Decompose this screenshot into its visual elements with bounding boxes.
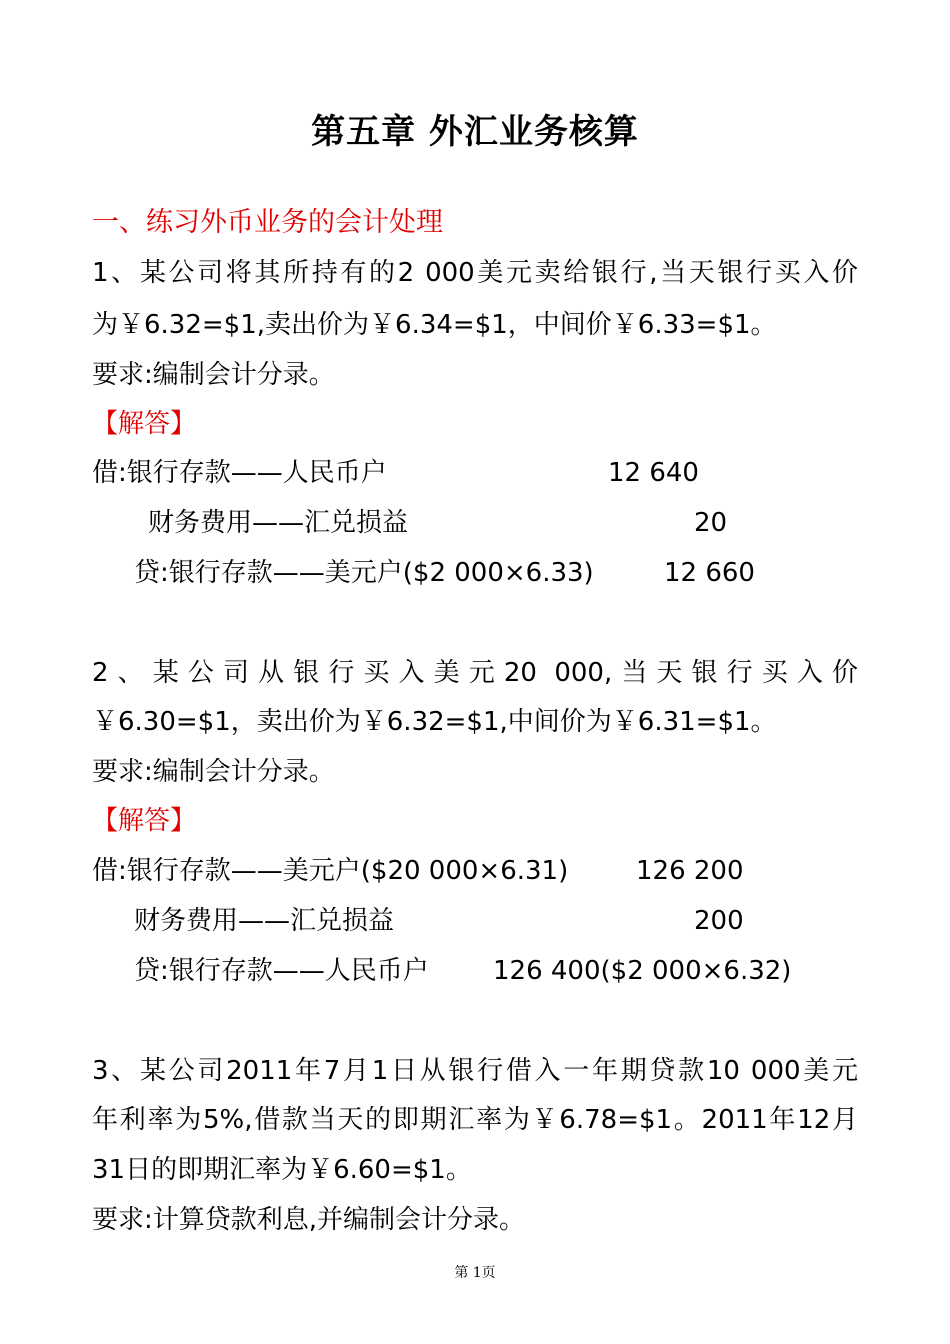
q1-requirement: 要求:编制会计分录。 — [92, 360, 335, 390]
q1-entry-debit2-amount: 20 — [694, 508, 728, 538]
q2-entry-debit-amount: 126 200 — [636, 856, 744, 886]
q2-entry-credit-amount: 126 400($2 000×6.32) — [493, 956, 792, 986]
q1-entry-debit-label: 借:银行存款——人民币户 — [92, 458, 387, 488]
q3-requirement: 要求:计算贷款利息,并编制会计分录。 — [92, 1205, 526, 1235]
q2-text-line2: ￥6.30=$1，卖出价为￥6.32=$1,中间价为￥6.31=$1。 — [92, 707, 777, 737]
q1-entry-debit-amount: 12 640 — [608, 458, 699, 488]
q3-text-line1: 3、某公司2011年7月1日从银行借入一年期贷款10 000美元 — [92, 1056, 858, 1086]
q3-text-line3: 31日的即期汇率为￥6.60=$1。 — [92, 1155, 472, 1185]
q2-entry-debit2-amount: 200 — [694, 906, 744, 936]
q1-text-line2: 为￥6.32=$1,卖出价为￥6.34=$1，中间价￥6.33=$1。 — [92, 310, 777, 340]
q1-entry-debit2-label: 财务费用——汇兑损益 — [148, 508, 409, 538]
q1-entry-credit-label: 贷:银行存款——美元户($2 000×6.33) — [134, 558, 594, 588]
q1-text-line1: 1、某公司将其所持有的2 000美元卖给银行,当天银行买入价 — [92, 258, 858, 288]
q1-entry-credit-amount: 12 660 — [664, 558, 755, 588]
q2-answer-label: 【解答】 — [92, 806, 197, 836]
q2-entry-credit-label: 贷:银行存款——人民币户 — [134, 956, 429, 986]
q1-answer-label: 【解答】 — [92, 409, 197, 439]
q2-entry-debit2-label: 财务费用——汇兑损益 — [134, 906, 395, 936]
chapter-title: 第五章 外汇业务核算 — [311, 112, 639, 152]
q2-requirement: 要求:编制会计分录。 — [92, 757, 335, 787]
page-number: 第 1页 — [454, 1265, 496, 1281]
q2-entry-debit-label: 借:银行存款——美元户($20 000×6.31) — [92, 856, 569, 886]
q2-text-line1: 2、某公司从银行买入美元20 000,当天银行买入价 — [92, 658, 858, 688]
q3-text-line2: 年利率为5%,借款当天的即期汇率为￥6.78=$1。2011年12月 — [92, 1105, 858, 1135]
section-heading: 一、练习外币业务的会计处理 — [92, 207, 443, 238]
